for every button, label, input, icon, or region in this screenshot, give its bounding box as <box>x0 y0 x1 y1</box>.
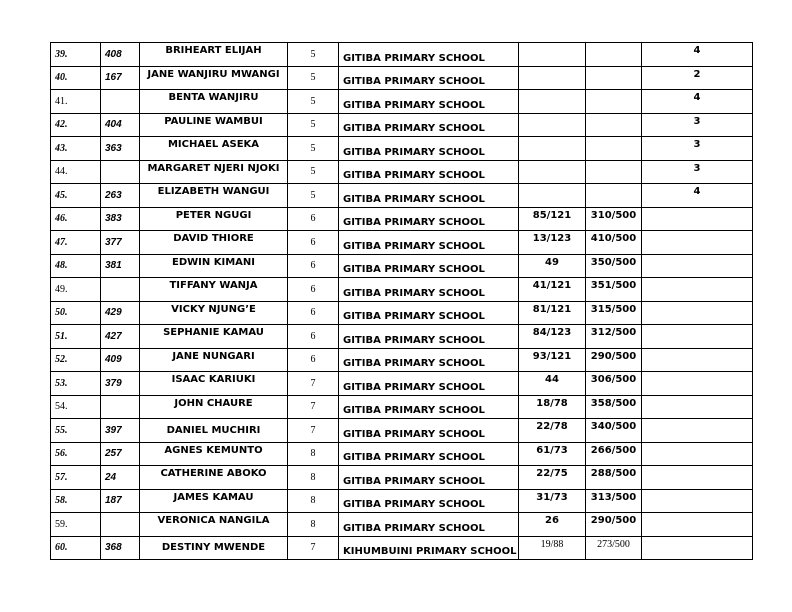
position-cell: 19/88 <box>519 536 586 560</box>
class-cell: 7 <box>288 419 339 443</box>
marks-cell: 312/500 <box>586 325 642 349</box>
score-cell: 4 <box>642 43 753 67</box>
student-name-cell: DANIEL MUCHIRI <box>140 419 288 443</box>
marks-cell: 351/500 <box>586 278 642 302</box>
marks-cell: 288/500 <box>586 466 642 490</box>
table-row <box>51 301 753 325</box>
class-cell: 7 <box>288 395 339 419</box>
row-number-cell: 50. <box>51 301 101 325</box>
class-cell: 5 <box>288 184 339 208</box>
table-row <box>51 160 753 184</box>
admission-number-cell: 429 <box>101 301 140 325</box>
row-number-cell: 48. <box>51 254 101 278</box>
student-name-cell: EDWIN KIMANI <box>140 254 288 278</box>
position-cell <box>519 43 586 67</box>
row-number-cell: 59. <box>51 513 101 537</box>
admission-number-cell: 404 <box>101 113 140 137</box>
admission-number-cell: 427 <box>101 325 140 349</box>
school-name-cell: GITIBA PRIMARY SCHOOL <box>339 348 519 372</box>
score-cell: 4 <box>642 184 753 208</box>
score-cell: 3 <box>642 113 753 137</box>
score-cell: 3 <box>642 160 753 184</box>
score-cell <box>642 395 753 419</box>
table-row <box>51 43 753 67</box>
row-number-cell: 60. <box>51 536 101 560</box>
admission-number-cell <box>101 395 140 419</box>
class-cell: 5 <box>288 113 339 137</box>
row-number-cell: 41. <box>51 90 101 114</box>
student-name-cell: PETER NGUGI <box>140 207 288 231</box>
class-cell: 5 <box>288 137 339 161</box>
school-name-cell: KIHUMBUINI PRIMARY SCHOOL <box>339 536 519 560</box>
admission-number-cell <box>101 90 140 114</box>
class-cell: 8 <box>288 489 339 513</box>
student-name-cell: CATHERINE ABOKO <box>140 466 288 490</box>
student-results-table <box>50 42 753 560</box>
position-cell: 85/121 <box>519 207 586 231</box>
admission-number-cell <box>101 513 140 537</box>
marks-cell <box>586 113 642 137</box>
row-number-cell: 46. <box>51 207 101 231</box>
student-name-cell: SEPHANIE KAMAU <box>140 325 288 349</box>
marks-cell: 315/500 <box>586 301 642 325</box>
class-cell: 6 <box>288 231 339 255</box>
marks-cell: 358/500 <box>586 395 642 419</box>
admission-number-cell: 368 <box>101 536 140 560</box>
position-cell: 22/78 <box>519 419 586 443</box>
table-row <box>51 113 753 137</box>
admission-number-cell: 381 <box>101 254 140 278</box>
row-number-cell: 43. <box>51 137 101 161</box>
marks-cell <box>586 90 642 114</box>
score-cell <box>642 489 753 513</box>
position-cell <box>519 113 586 137</box>
admission-number-cell <box>101 278 140 302</box>
position-cell: 84/123 <box>519 325 586 349</box>
score-cell <box>642 231 753 255</box>
score-cell <box>642 301 753 325</box>
table-row <box>51 184 753 208</box>
marks-cell: 273/500 <box>586 536 642 560</box>
position-cell <box>519 184 586 208</box>
student-name-cell: ELIZABETH WANGUI <box>140 184 288 208</box>
position-cell: 22/75 <box>519 466 586 490</box>
admission-number-cell: 363 <box>101 137 140 161</box>
row-number-cell: 39. <box>51 43 101 67</box>
school-name-cell: GITIBA PRIMARY SCHOOL <box>339 513 519 537</box>
score-cell <box>642 419 753 443</box>
marks-cell: 313/500 <box>586 489 642 513</box>
marks-cell <box>586 43 642 67</box>
school-name-cell: GITIBA PRIMARY SCHOOL <box>339 184 519 208</box>
score-cell <box>642 536 753 560</box>
school-name-cell: GITIBA PRIMARY SCHOOL <box>339 113 519 137</box>
class-cell: 6 <box>288 254 339 278</box>
score-cell <box>642 325 753 349</box>
marks-cell: 266/500 <box>586 442 642 466</box>
admission-number-cell: 383 <box>101 207 140 231</box>
table-row <box>51 254 753 278</box>
school-name-cell: GITIBA PRIMARY SCHOOL <box>339 442 519 466</box>
school-name-cell: GITIBA PRIMARY SCHOOL <box>339 160 519 184</box>
position-cell: 41/121 <box>519 278 586 302</box>
table-row <box>51 348 753 372</box>
position-cell: 49 <box>519 254 586 278</box>
row-number-cell: 57. <box>51 466 101 490</box>
class-cell: 5 <box>288 43 339 67</box>
row-number-cell: 51. <box>51 325 101 349</box>
table-row <box>51 489 753 513</box>
score-cell: 3 <box>642 137 753 161</box>
table-row <box>51 419 753 443</box>
row-number-cell: 55. <box>51 419 101 443</box>
student-name-cell: JAMES KAMAU <box>140 489 288 513</box>
student-name-cell: PAULINE WAMBUI <box>140 113 288 137</box>
admission-number-cell: 167 <box>101 66 140 90</box>
school-name-cell: GITIBA PRIMARY SCHOOL <box>339 301 519 325</box>
row-number-cell: 52. <box>51 348 101 372</box>
row-number-cell: 54. <box>51 395 101 419</box>
school-name-cell: GITIBA PRIMARY SCHOOL <box>339 66 519 90</box>
row-number-cell: 42. <box>51 113 101 137</box>
table-row <box>51 325 753 349</box>
class-cell: 6 <box>288 348 339 372</box>
table-row <box>51 278 753 302</box>
admission-number-cell: 263 <box>101 184 140 208</box>
student-name-cell: MARGARET NJERI NJOKI <box>140 160 288 184</box>
class-cell: 8 <box>288 466 339 490</box>
table-row <box>51 513 753 537</box>
table-row <box>51 442 753 466</box>
student-name-cell: VICKY NJUNG’E <box>140 301 288 325</box>
marks-cell: 350/500 <box>586 254 642 278</box>
admission-number-cell: 397 <box>101 419 140 443</box>
marks-cell <box>586 160 642 184</box>
school-name-cell: GITIBA PRIMARY SCHOOL <box>339 90 519 114</box>
admission-number-cell: 187 <box>101 489 140 513</box>
table-row <box>51 231 753 255</box>
position-cell: 18/78 <box>519 395 586 419</box>
school-name-cell: GITIBA PRIMARY SCHOOL <box>339 466 519 490</box>
position-cell: 13/123 <box>519 231 586 255</box>
student-name-cell: ISAAC KARIUKI <box>140 372 288 396</box>
row-number-cell: 40. <box>51 66 101 90</box>
score-cell <box>642 254 753 278</box>
position-cell <box>519 137 586 161</box>
position-cell: 31/73 <box>519 489 586 513</box>
school-name-cell: GITIBA PRIMARY SCHOOL <box>339 43 519 67</box>
table-row <box>51 137 753 161</box>
position-cell <box>519 66 586 90</box>
school-name-cell: GITIBA PRIMARY SCHOOL <box>339 231 519 255</box>
school-name-cell: GITIBA PRIMARY SCHOOL <box>339 489 519 513</box>
row-number-cell: 53. <box>51 372 101 396</box>
class-cell: 8 <box>288 442 339 466</box>
position-cell: 61/73 <box>519 442 586 466</box>
admission-number-cell: 409 <box>101 348 140 372</box>
marks-cell <box>586 66 642 90</box>
school-name-cell: GITIBA PRIMARY SCHOOL <box>339 278 519 302</box>
class-cell: 5 <box>288 160 339 184</box>
table-row <box>51 372 753 396</box>
student-name-cell: VERONICA NANGILA <box>140 513 288 537</box>
score-cell: 2 <box>642 66 753 90</box>
row-number-cell: 47. <box>51 231 101 255</box>
marks-cell: 290/500 <box>586 348 642 372</box>
class-cell: 7 <box>288 372 339 396</box>
student-name-cell: TIFFANY WANJA <box>140 278 288 302</box>
row-number-cell: 44. <box>51 160 101 184</box>
table-row <box>51 466 753 490</box>
school-name-cell: GITIBA PRIMARY SCHOOL <box>339 254 519 278</box>
student-name-cell: BRIHEART ELIJAH <box>140 43 288 67</box>
position-cell: 26 <box>519 513 586 537</box>
admission-number-cell: 379 <box>101 372 140 396</box>
position-cell <box>519 160 586 184</box>
student-name-cell: JANE WANJIRU MWANGI <box>140 66 288 90</box>
marks-cell: 290/500 <box>586 513 642 537</box>
table-row <box>51 90 753 114</box>
admission-number-cell: 408 <box>101 43 140 67</box>
row-number-cell: 56. <box>51 442 101 466</box>
score-cell: 4 <box>642 90 753 114</box>
student-name-cell: DESTINY MWENDE <box>140 536 288 560</box>
class-cell: 6 <box>288 325 339 349</box>
table-row <box>51 66 753 90</box>
admission-number-cell: 377 <box>101 231 140 255</box>
position-cell: 44 <box>519 372 586 396</box>
row-number-cell: 45. <box>51 184 101 208</box>
class-cell: 6 <box>288 278 339 302</box>
admission-number-cell: 257 <box>101 442 140 466</box>
marks-cell <box>586 184 642 208</box>
row-number-cell: 58. <box>51 489 101 513</box>
score-cell <box>642 513 753 537</box>
school-name-cell: GITIBA PRIMARY SCHOOL <box>339 207 519 231</box>
school-name-cell: GITIBA PRIMARY SCHOOL <box>339 325 519 349</box>
student-name-cell: JOHN CHAURE <box>140 395 288 419</box>
score-cell <box>642 372 753 396</box>
score-cell <box>642 278 753 302</box>
table-row <box>51 536 753 560</box>
class-cell: 7 <box>288 536 339 560</box>
school-name-cell: GITIBA PRIMARY SCHOOL <box>339 372 519 396</box>
school-name-cell: GITIBA PRIMARY SCHOOL <box>339 395 519 419</box>
marks-cell: 410/500 <box>586 231 642 255</box>
student-name-cell: BENTA WANJIRU <box>140 90 288 114</box>
class-cell: 8 <box>288 513 339 537</box>
score-cell <box>642 466 753 490</box>
position-cell: 93/121 <box>519 348 586 372</box>
school-name-cell: GITIBA PRIMARY SCHOOL <box>339 419 519 443</box>
class-cell: 5 <box>288 90 339 114</box>
class-cell: 6 <box>288 207 339 231</box>
position-cell: 81/121 <box>519 301 586 325</box>
row-number-cell: 49. <box>51 278 101 302</box>
student-name-cell: JANE NUNGARI <box>140 348 288 372</box>
table-row <box>51 395 753 419</box>
class-cell: 6 <box>288 301 339 325</box>
score-cell <box>642 442 753 466</box>
school-name-cell: GITIBA PRIMARY SCHOOL <box>339 137 519 161</box>
student-name-cell: AGNES KEMUNTO <box>140 442 288 466</box>
score-cell <box>642 207 753 231</box>
table-row <box>51 207 753 231</box>
marks-cell: 306/500 <box>586 372 642 396</box>
position-cell <box>519 90 586 114</box>
student-name-cell: MICHAEL ASEKA <box>140 137 288 161</box>
admission-number-cell <box>101 160 140 184</box>
student-name-cell: DAVID THIORE <box>140 231 288 255</box>
marks-cell <box>586 137 642 161</box>
admission-number-cell: 24 <box>101 466 140 490</box>
marks-cell: 340/500 <box>586 419 642 443</box>
class-cell: 5 <box>288 66 339 90</box>
marks-cell: 310/500 <box>586 207 642 231</box>
score-cell <box>642 348 753 372</box>
